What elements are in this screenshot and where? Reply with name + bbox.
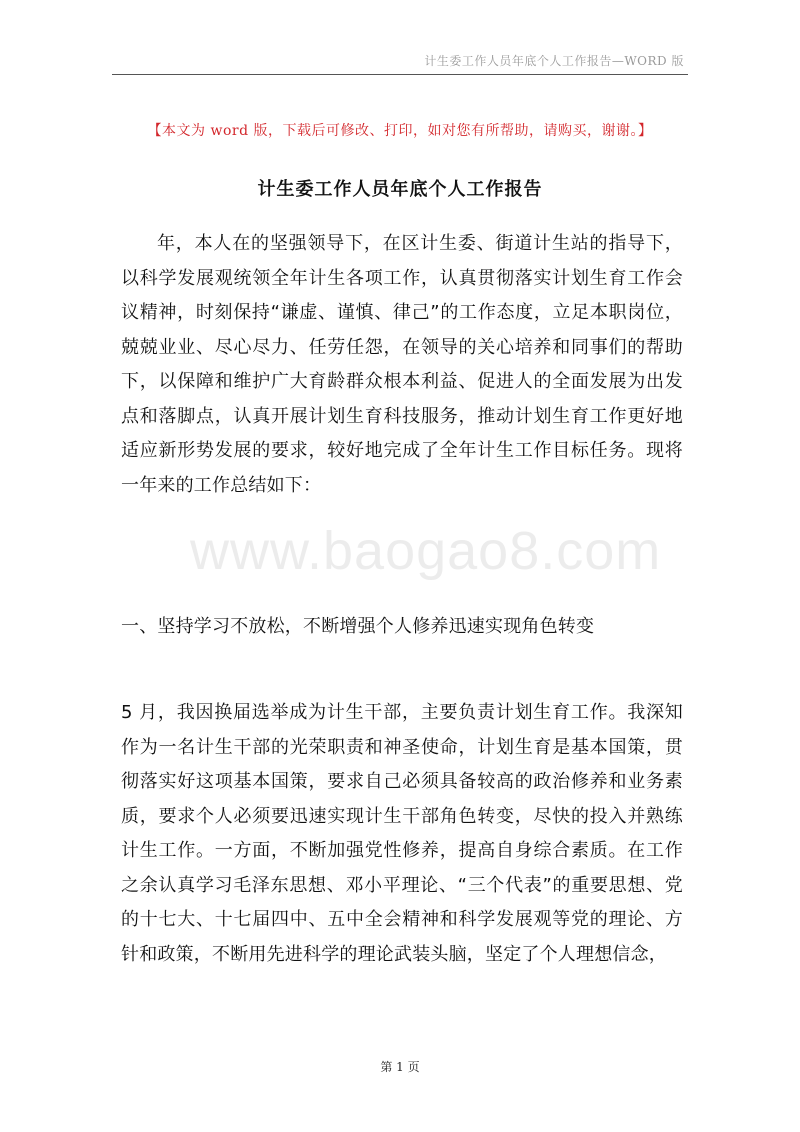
document-title: 计生委工作人员年底个人工作报告 xyxy=(257,179,543,200)
paragraph-intro: 年，本人在的坚强领导下，在区计生委、街道计生站的指导下，以科学发展观统领全年计生各项工作，认真贯彻落实计划生育工作会议精神，时刻保持“谦虚、谨慎、律己”的工作态度，立足本职岗位，兢兢业业、尽心尽力、任劳任怨，在领导的关心培养和同事们的帮助下，以保障和维护广大育龄群众根本利益、促进人的全面发展为出发点和落脚点，认真开展计划生育科技服务，推动计划生育工作更好地适应新形势发展的要求，较好地完成了全年计生工作目标任务。现将一年来的工作总结如下： xyxy=(121,233,683,496)
running-header-title: 计生委工作人员年底个人工作报告—WORD 版 xyxy=(424,54,684,68)
page-number: 第 1 页 xyxy=(380,1060,420,1074)
site-watermark: www.baogao8.com xyxy=(190,521,662,581)
purchase-notice: 【本文为 word 版，下载后可修改、打印，如对您有所帮助，请购买，谢谢。】 xyxy=(147,123,653,139)
paragraph-section-1: 5 月，我因换届选举成为计生干部，主要负责计划生育工作。我深知作为一名计生干部的光荣职责和神圣使命，计划生育是基本国策，贯彻落实好这项基本国策，要求自己必须具备较高的政治修养和业务素质，要求个人必须要迅速实现计生干部角色转变，尽快的投入并熟练计生工作。一方面，不断加强党性修养，提高自身综合素质。在工作之余认真学习毛泽东思想、邓小平理论、“三个代表”的重要思想、党的十七大、十七届四中、五中全会精神和科学发展观等党的理论、方针和政策，不断用先进科学的理论武装头脑，坚定了个人理想信念， xyxy=(121,702,683,965)
section-heading-1: 一、坚持学习不放松，不断增强个人修养迅速实现角色转变 xyxy=(121,616,595,637)
header-divider xyxy=(112,74,688,75)
